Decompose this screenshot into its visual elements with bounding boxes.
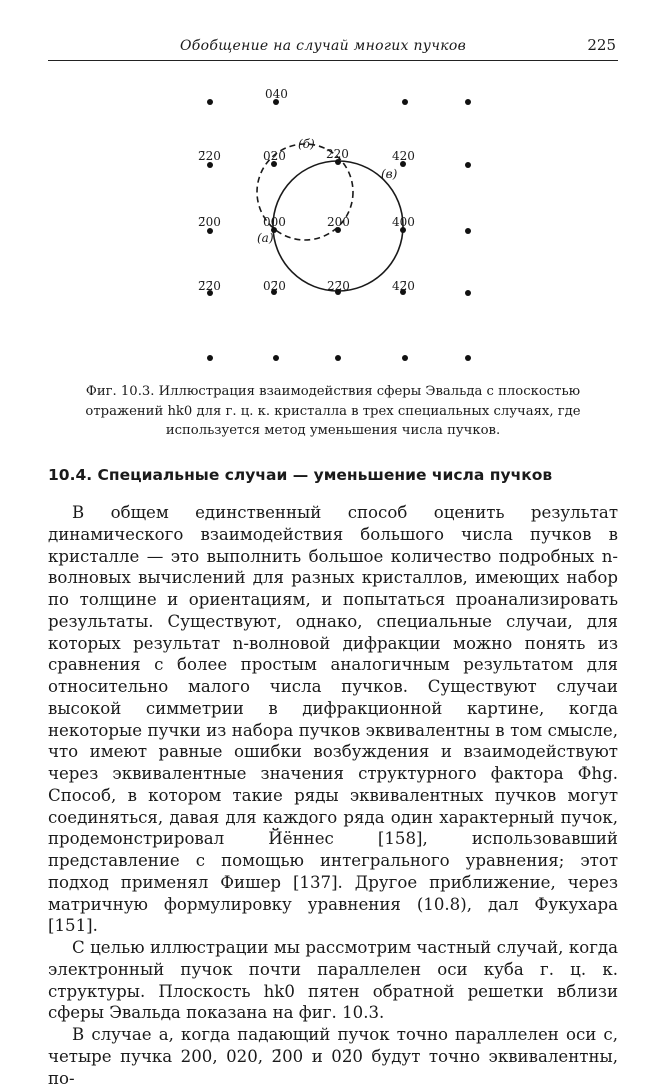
point-label-420: 420 <box>392 149 415 163</box>
point-label-0m20: 02̄0 <box>263 279 286 293</box>
point-label-040: 040 <box>265 87 288 101</box>
lattice-dot <box>465 355 471 361</box>
section-title: 10.4. Специальные случаи — уменьшение числа пучков <box>48 466 553 484</box>
lattice-dot <box>465 99 471 105</box>
lattice-dot <box>273 355 279 361</box>
body-text <box>48 502 618 1089</box>
lattice-dot <box>207 355 213 361</box>
reciprocal-lattice-diagram <box>0 70 666 380</box>
point-label-020: 020 <box>263 149 286 163</box>
point-label-220: 220 <box>326 147 349 161</box>
point-label-m200: 2̄00 <box>198 215 221 229</box>
case-label-v: (в) <box>381 167 398 181</box>
figure-10-3 <box>0 70 666 380</box>
paragraph: В общем единственный способ оценить результат динамического взаимодействия большого числа пучков в кристалле — это выполнить большое количество подробных n-волновых вычислений для разных кристаллов, имеющих набор по толщине и ориентациям, и попытаться проанализировать результаты. Существуют, однако, специальные случаи, для которых результат n-волновой дифракции можно понять из сравнения с более простым аналогичным результатом для относительно малого числа пучков. Существуют случаи высокой симметрии в дифракционной картине, когда некоторые пучки из набора пучков эквивалентны в том смысле, что имеют равные ошибки возбуждения и взаимодействуют через эквивалентные значения структурного фактора Φhg. Способ, в котором такие ряды эквивалентных пучков могут соединяться, давая для каждого ряда один характерный пучок, продемонстрировал Йённес [158], использовавший представление с помощью интегрального уравнения; этот подход применял Фишер [137]. Другое приближение, через матричную формулировку уравнения (10.8), дал Фукухара [151]. <box>48 503 618 936</box>
running-title: Обобщение на случай многих пучков <box>180 38 467 54</box>
point-label-400: 400 <box>392 215 415 229</box>
case-label-a: (а) <box>257 231 274 245</box>
lattice-dot <box>465 162 471 168</box>
paragraph: С целью иллюстрации мы рассмотрим частный случай, когда электронный пучок почти параллелен оси куба г. ц. к. структуры. Плоскость hk0 пятен обратной решетки вблизи сферы Эвальда показана на фиг. 10.3. <box>48 938 618 1023</box>
lattice-dot <box>335 355 341 361</box>
paragraph: В случае а, когда падающий пучок точно параллелен оси c, четыре пучка 200, 020, 2̄00 и 02̄0 будут точно эквивалентны, по- <box>48 1025 618 1088</box>
point-label-000: 000 <box>263 215 286 229</box>
case-label-b: (б) <box>298 137 315 151</box>
point-label-2m20: 22̄0 <box>327 279 350 293</box>
page-number: 225 <box>587 36 616 54</box>
point-label-m2m20: 2̄2̄0 <box>198 279 221 293</box>
lattice-dot <box>465 228 471 234</box>
page-header <box>48 30 618 61</box>
point-label-m220: 2̄20 <box>198 149 221 163</box>
lattice-dot <box>402 355 408 361</box>
point-label-4m20: 42̄0 <box>392 279 415 293</box>
figure-caption: Фиг. 10.3. Иллюстрация взаимодействия сферы Эвальда с плоскостью отражений hk0 для г. ц. к. кристалла в трех специальных случаях, где используется метод уменьшения числа пучков. <box>85 384 581 438</box>
lattice-dot <box>402 99 408 105</box>
lattice-dot <box>207 99 213 105</box>
point-label-200: 200 <box>327 215 350 229</box>
lattice-dot <box>465 290 471 296</box>
